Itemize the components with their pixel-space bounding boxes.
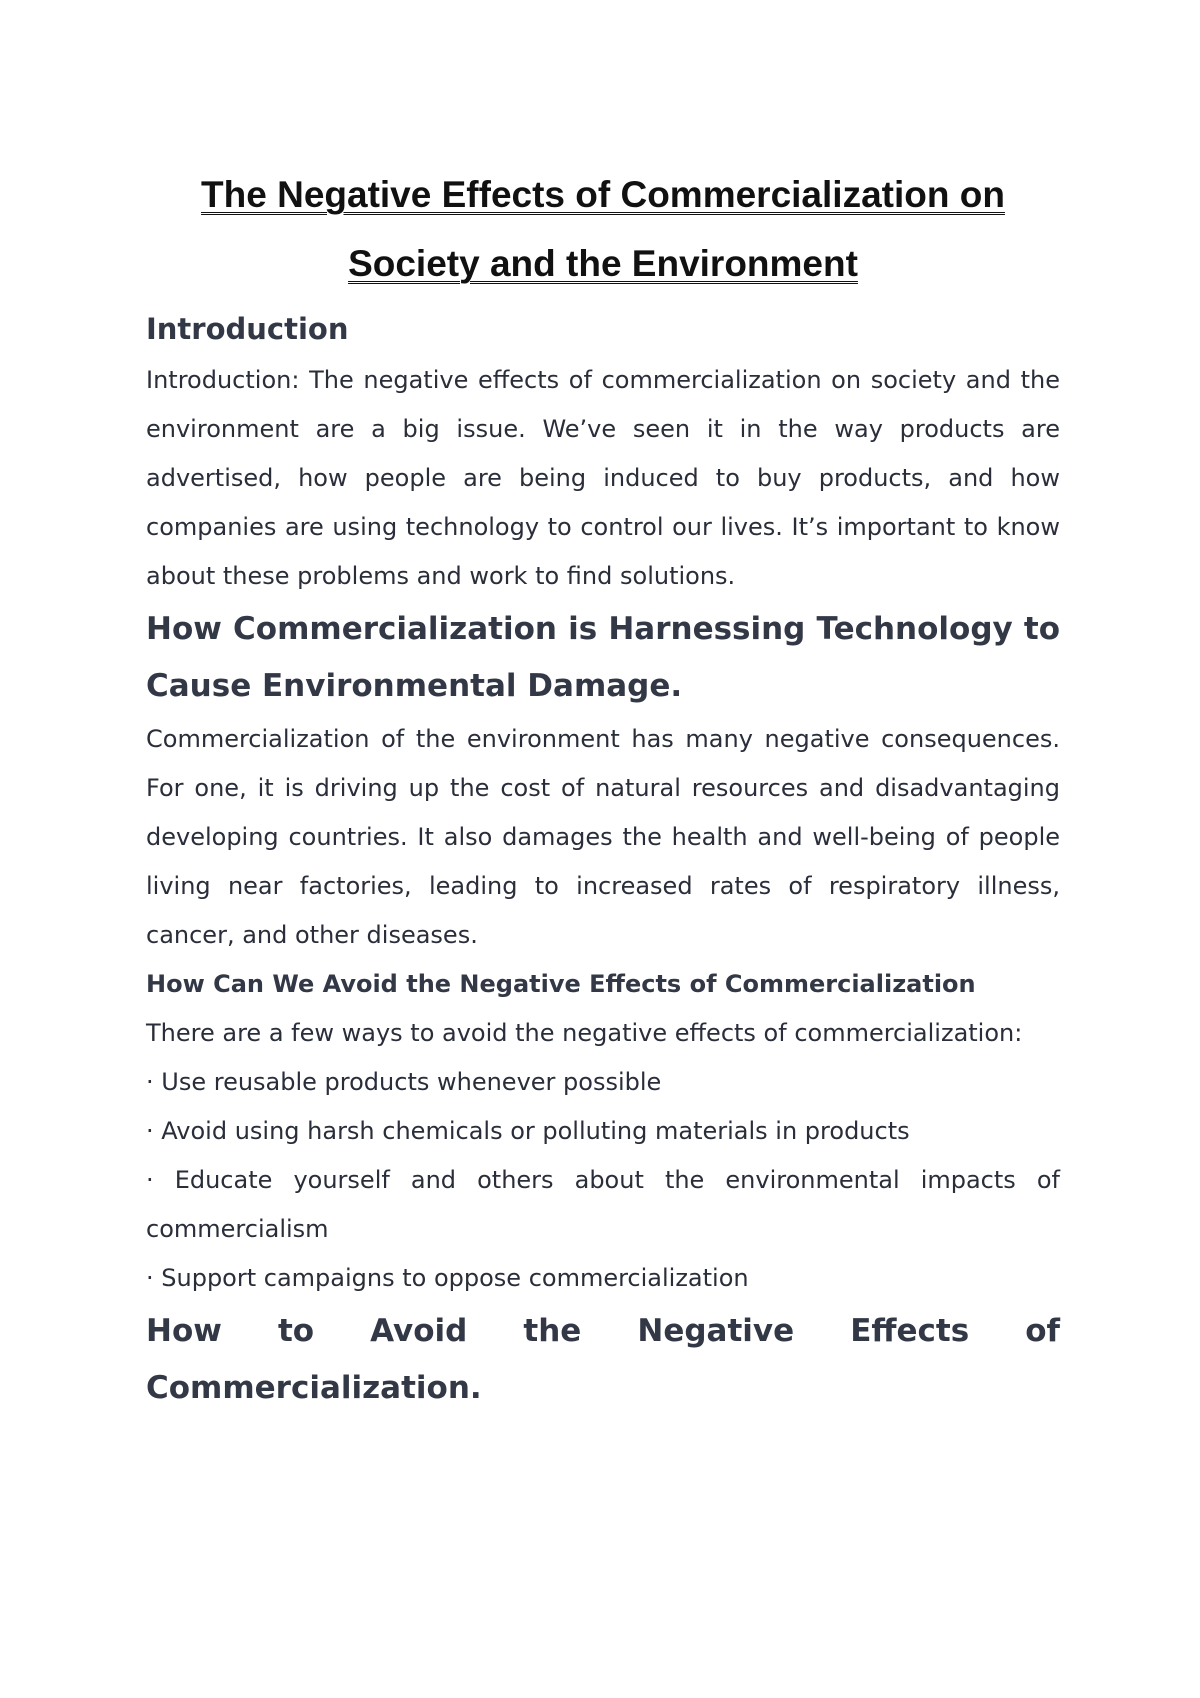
technology-heading: How Commercialization is Harnessing Technology to Cause Environmental Damage. <box>146 611 1060 704</box>
introduction-heading: Introduction <box>146 312 349 346</box>
technology-paragraph: Commercialization of the environment has many negative consequences. For one, it is driving up the cost of natural resources and disadvantaging developing countries. It also damages the health and well-being of people living near factories, leading to increased rates of respiratory illness, cancer, and other diseases. <box>146 725 1060 949</box>
avoid-heading: How Can We Avoid the Negative Effects of Commercialization <box>146 970 976 998</box>
document-page <box>146 160 1060 1417</box>
title-line-1: The Negative Effects of Commercialization on <box>201 174 1005 215</box>
bullet-item-1: · Use reusable products whenever possible <box>146 1068 662 1096</box>
avoid-paragraph: There are a few ways to avoid the negative effects of commercialization: <box>146 1019 1023 1047</box>
bullet-item-4: · Support campaigns to oppose commercialization <box>146 1264 749 1292</box>
final-heading: How to Avoid the Negative Effects of Commercialization. <box>146 1313 1060 1406</box>
introduction-paragraph: Introduction: The negative effects of commercialization on society and the environment are a big issue. We’ve seen it in the way products are advertised, how people are being induced to buy products, and how companies are using technology to control our lives. It’s important to know about these problems and work to find solutions. <box>146 366 1060 590</box>
bullet-item-2: · Avoid using harsh chemicals or polluting materials in products <box>146 1117 910 1145</box>
document-title <box>146 160 1060 298</box>
title-line-2: Society and the Environment <box>348 243 858 284</box>
bullet-item-3: · Educate yourself and others about the environmental impacts of commercialism <box>146 1166 1060 1243</box>
